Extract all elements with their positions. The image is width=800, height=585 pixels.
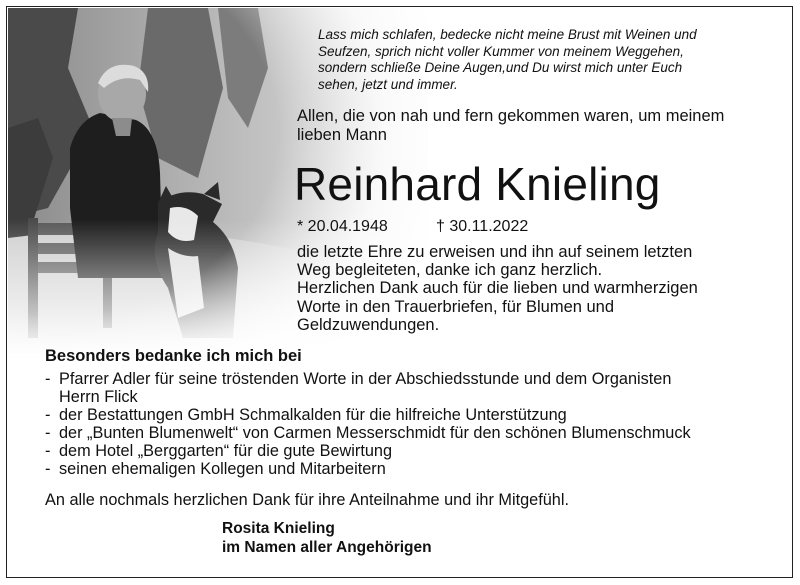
signature-line: im Namen aller Angehörigen [222,538,432,556]
list-dash: - [45,460,51,479]
list-item [45,460,780,478]
list-item-text: dem Hotel „Berggarten“ für die gute Bewirtung [59,442,393,461]
birth-date: * 20.04.1948 [297,218,388,235]
list-item [45,442,780,460]
memorial-quote: Lass mich schlafen, bedecke nicht meine Brust mit Weinen und Seufzen, sprich nicht voller Kummer von meinem Weggehen, sondern schließe Deine Augen,und Du wirst mich unter Euch sehen, jetzt und immer. [318,27,697,92]
list-item-text: der Bestattungen GmbH Schmalkalden für die hilfreiche Unterstützung [59,406,567,425]
list-dash: - [45,442,51,461]
list-item-text: der „Bunten Blumenwelt“ von Carmen Messerschmidt für den schönen Blumenschmuck [59,424,691,443]
deceased-name: Reinhard Knieling [294,158,661,210]
thanks-text: die letzte Ehre zu erweisen und ihn auf seinem letzten Weg begleiteten, danke ich ganz herzlich. Herzlichen Dank auch für die lieben und warmherzigen Worte in den Trauerbriefen, für Blumen und Geldzuwendungen. [297,243,698,334]
list-item [45,370,780,406]
list-item-text: Pfarrer Adler für seine tröstenden Worte in der Abschiedsstunde und dem Organisten Herrn Flick [59,370,672,407]
list-item [45,406,780,424]
signature-name: Rosita Knieling [222,520,335,537]
special-thanks-list [45,370,780,479]
list-dash: - [45,370,51,388]
list-dash: - [45,424,51,443]
intro-text: Allen, die von nah und fern gekommen waren, um meinem lieben Mann [297,107,725,144]
list-item [45,424,780,442]
list-dash: - [45,406,51,425]
closing-text: An alle nochmals herzlichen Dank für ihre Anteilnahme und ihr Mitgefühl. [45,491,569,509]
death-date: † 30.11.2022 [436,218,529,235]
list-item-text: seinen ehemaligen Kollegen und Mitarbeitern [59,460,386,479]
signature-block [222,520,432,557]
special-thanks-heading: Besonders bedanke ich mich bei [45,347,302,365]
